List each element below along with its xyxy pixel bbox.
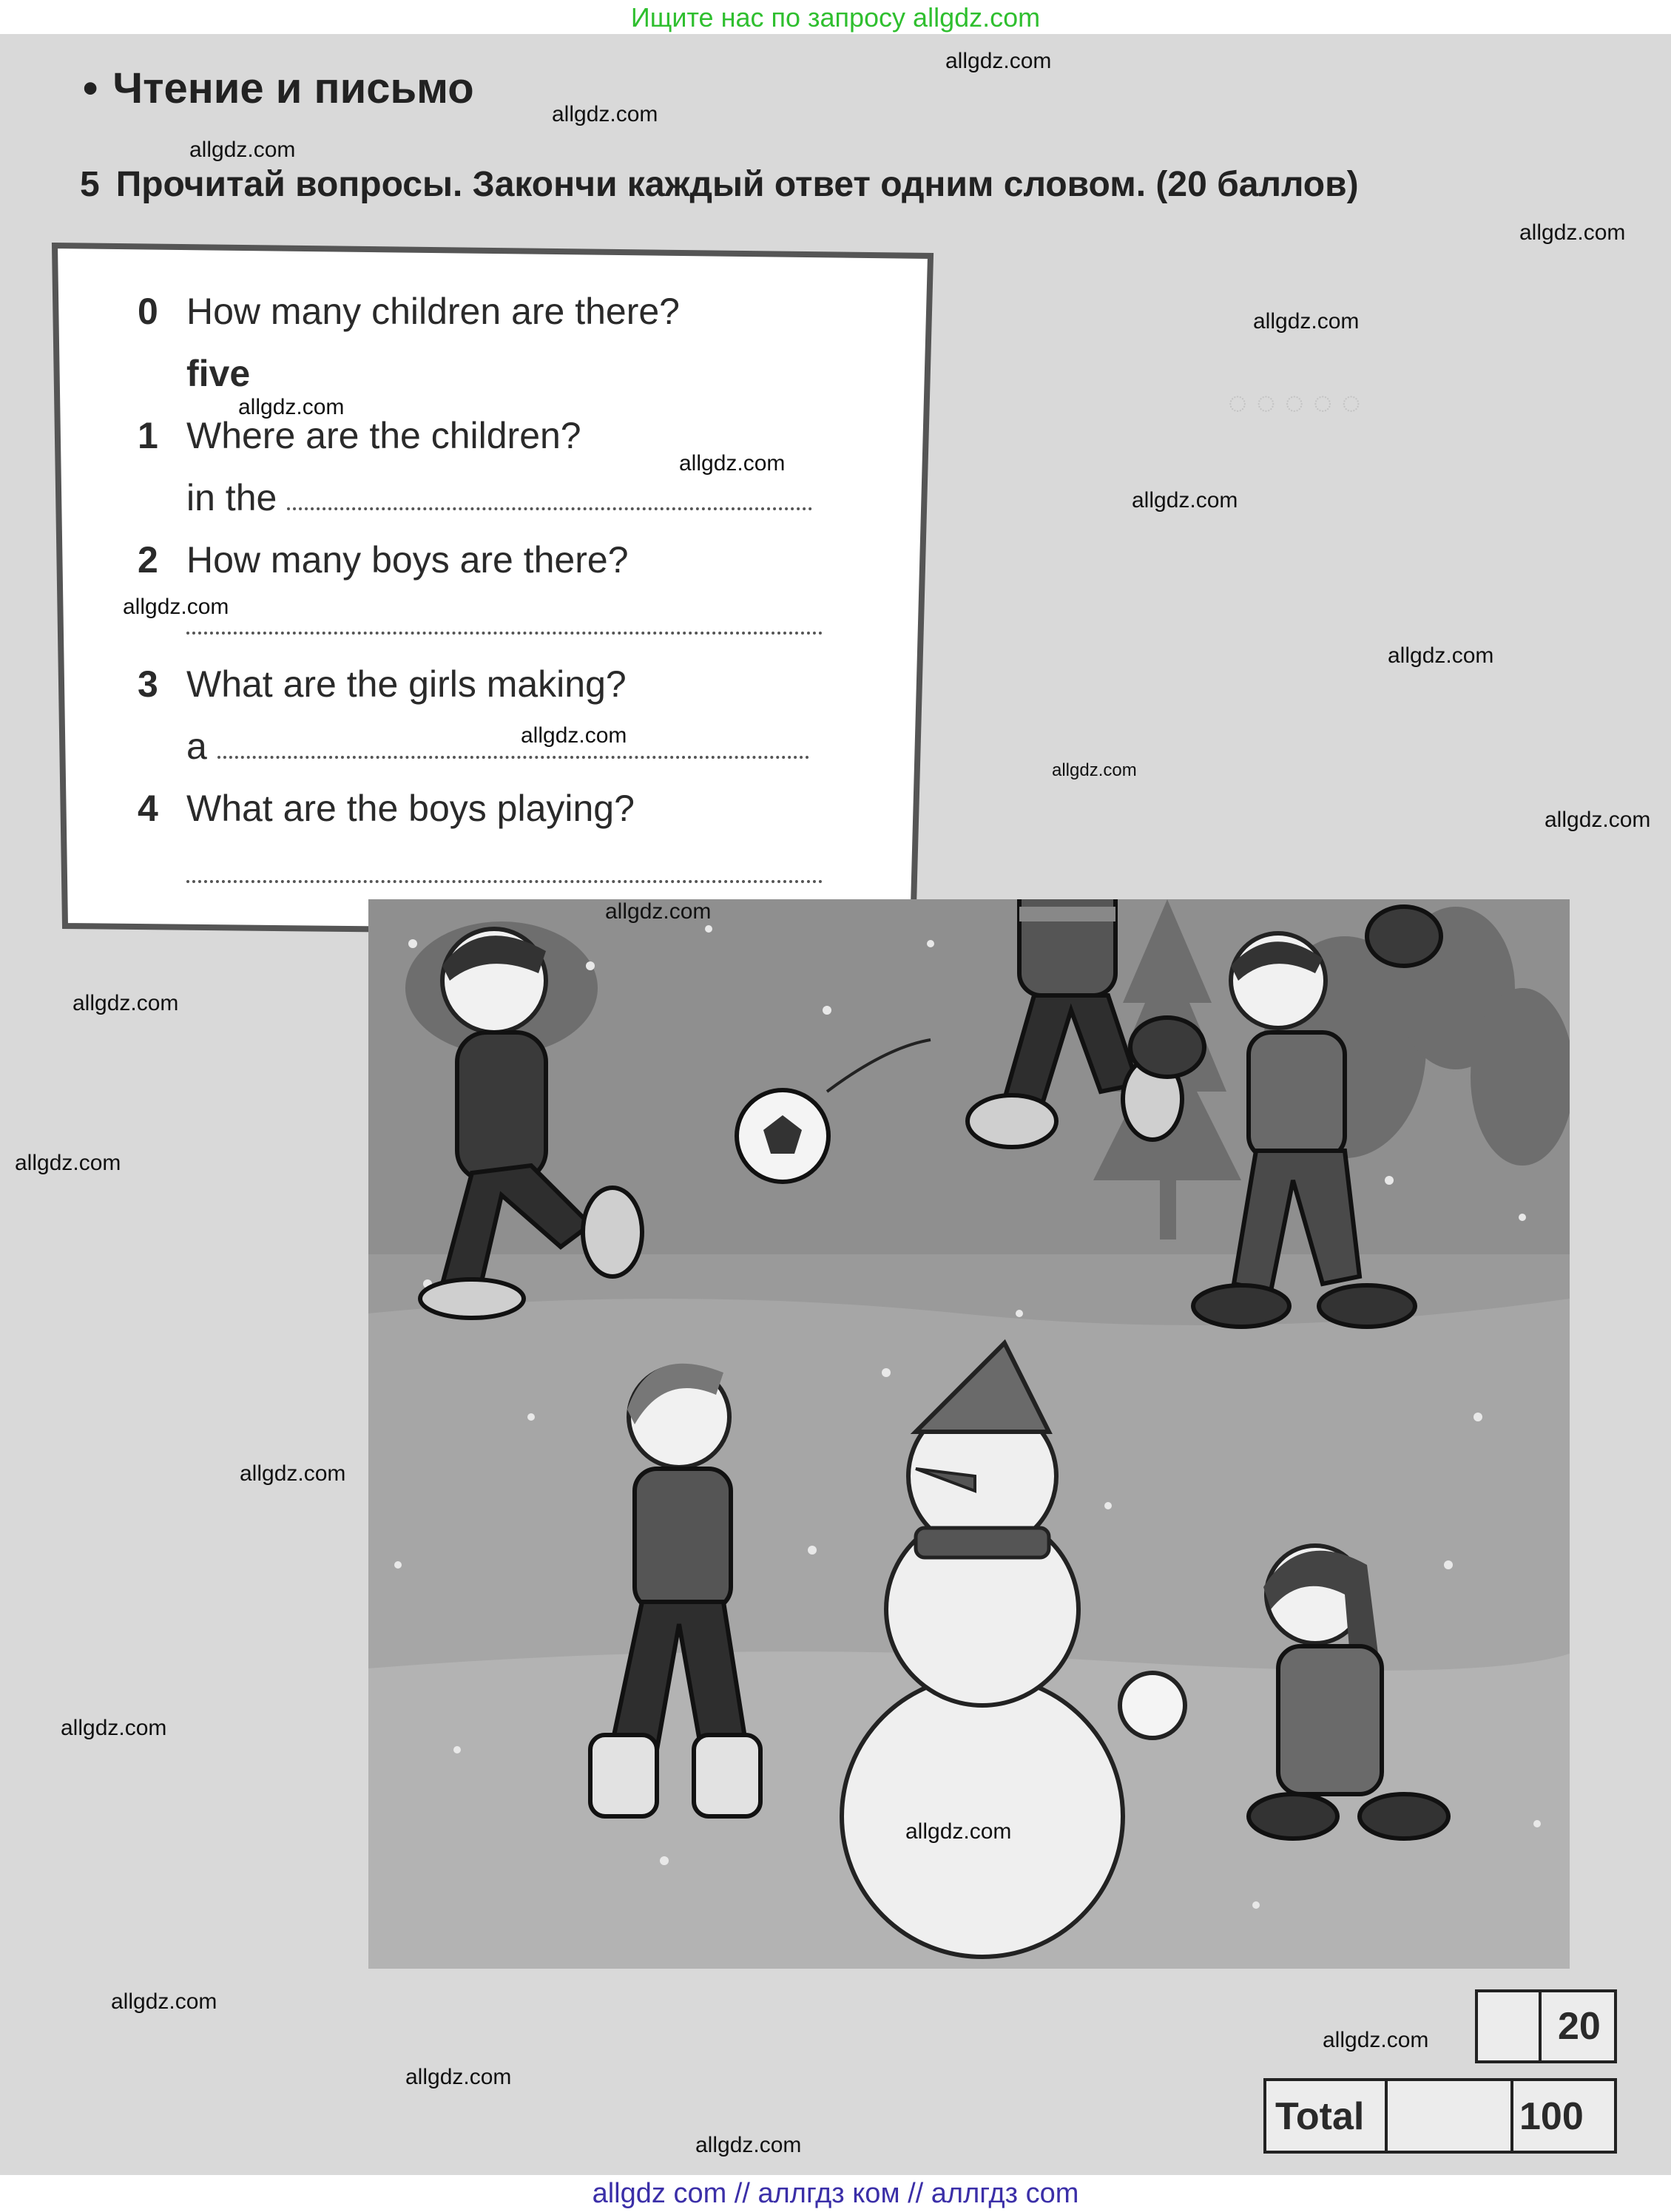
answer-blank[interactable] <box>186 873 823 883</box>
question-box-frame <box>49 238 936 948</box>
question-number: 1 <box>138 415 158 456</box>
watermark: allgdz.com <box>123 595 229 619</box>
watermark: allgdz.com <box>238 395 345 419</box>
bottom-banner[interactable]: allgdz com // аллгдз ком // аллгдз com <box>0 2175 1671 2212</box>
question-text: What are the girls making? <box>186 663 627 705</box>
question-number: 2 <box>138 539 158 581</box>
watermark: allgdz.com <box>1388 643 1494 668</box>
watermark: allgdz.com <box>679 451 786 476</box>
total-divider <box>1385 2081 1388 2151</box>
question-text: Where are the children? <box>186 415 581 456</box>
watermark: allgdz.com <box>1519 220 1626 245</box>
watermark: allgdz.com <box>405 2065 512 2089</box>
question-4 <box>138 787 635 830</box>
bullet-icon: • <box>83 64 98 112</box>
section-title-text: Чтение и письмо <box>112 64 474 112</box>
answer-0: five <box>186 353 251 394</box>
top-banner[interactable]: Ищите нас по запросу allgdz.com <box>0 0 1671 34</box>
answer-1[interactable] <box>186 476 812 519</box>
question-2 <box>138 538 629 581</box>
watermark: allgdz.com <box>189 138 296 162</box>
answer-blank[interactable] <box>287 500 812 510</box>
total-score-box <box>1263 2078 1617 2154</box>
question-text: What are the boys playing? <box>186 788 635 829</box>
watermark: allgdz.com <box>1545 808 1651 832</box>
answer-prefix: a <box>186 726 207 767</box>
bleed-through: ◌ ◌ ◌ ◌ ◌ <box>1228 385 1361 421</box>
question-1 <box>138 414 581 457</box>
watermark: allgdz.com <box>552 102 658 126</box>
question-3 <box>138 663 627 706</box>
answer-blank[interactable] <box>186 624 823 635</box>
question-text: How many boys are there? <box>186 539 629 581</box>
watermark: allgdz.com <box>61 1716 167 1740</box>
answer-2[interactable] <box>186 601 823 643</box>
question-number: 0 <box>138 291 158 332</box>
question-number: 4 <box>138 788 158 829</box>
total-divider <box>1510 2081 1513 2151</box>
question-0 <box>138 290 680 333</box>
watermark: allgdz.com <box>905 1819 1012 1844</box>
watermark: allgdz.com <box>521 723 627 748</box>
watermark: allgdz.com <box>1253 309 1360 334</box>
task-instruction: Прочитай вопросы. Закончи каждый ответ одним словом. (20 баллов) <box>115 165 1359 204</box>
section-title <box>83 64 474 113</box>
watermark: allgdz.com <box>1052 760 1137 780</box>
winter-scene-illustration <box>368 899 1570 1969</box>
watermark: allgdz.com <box>1323 2028 1429 2052</box>
question-number: 3 <box>138 663 158 705</box>
section-max-points: 20 <box>1558 2005 1601 2048</box>
question-text: How many children are there? <box>186 291 680 332</box>
answer-prefix: in the <box>186 477 277 518</box>
task-number: 5 <box>80 165 100 204</box>
watermark: allgdz.com <box>240 1461 346 1486</box>
watermark: allgdz.com <box>15 1151 121 1175</box>
task-header <box>80 164 1359 205</box>
watermark: allgdz.com <box>605 899 712 924</box>
watermark: allgdz.com <box>945 49 1052 73</box>
watermark: allgdz.com <box>1132 488 1238 513</box>
answer-3[interactable] <box>186 725 809 768</box>
watermark: allgdz.com <box>72 991 179 1015</box>
watermark: allgdz.com <box>695 2133 802 2157</box>
total-label: Total <box>1275 2095 1365 2138</box>
section-score-box <box>1475 1989 1617 2063</box>
answer-4[interactable] <box>186 849 823 892</box>
question-box <box>49 238 936 948</box>
score-divider <box>1539 1992 1542 2060</box>
watermark: allgdz.com <box>111 1989 217 2014</box>
total-max-points: 100 <box>1519 2095 1584 2138</box>
answer-blank[interactable] <box>217 748 809 759</box>
